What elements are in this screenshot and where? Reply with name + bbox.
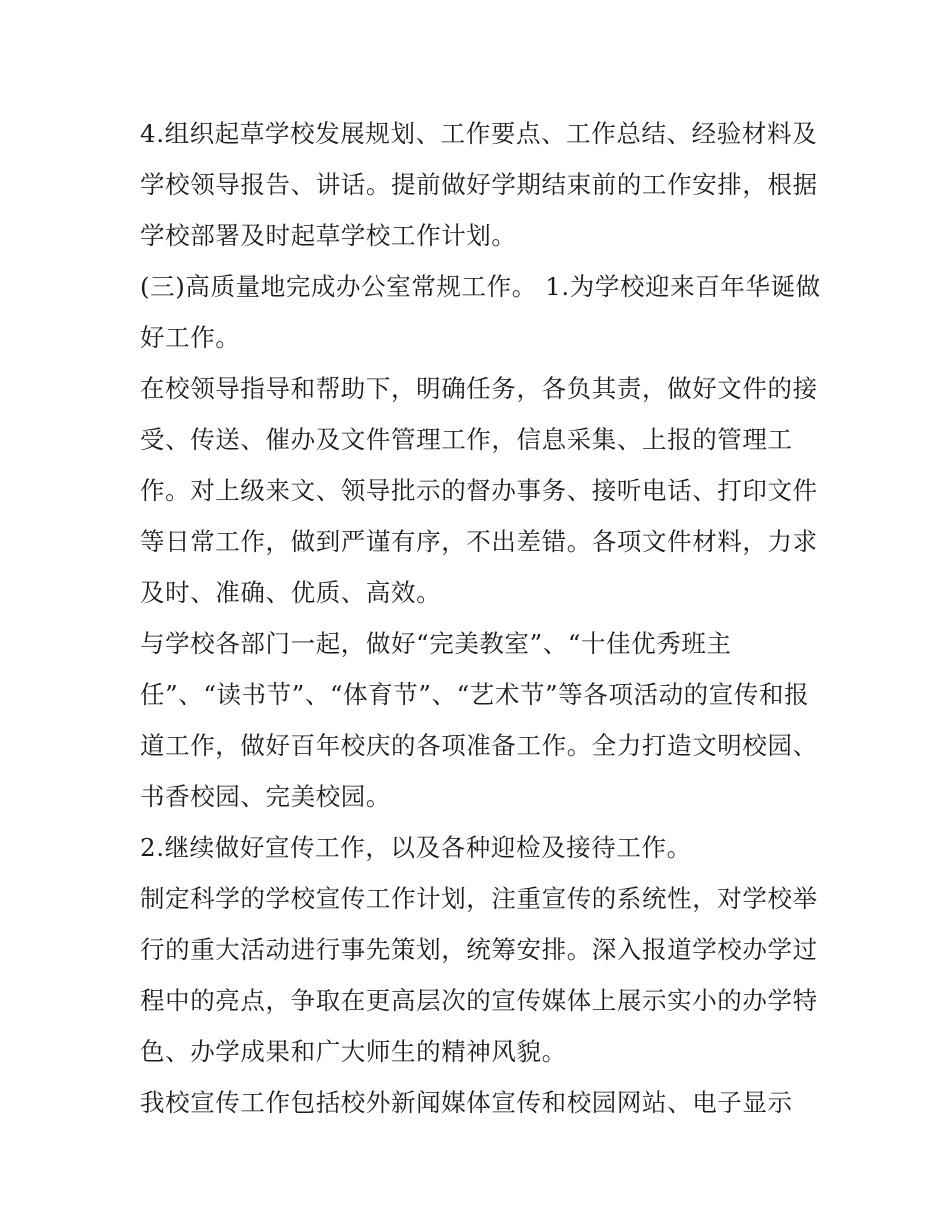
text-line: 行的重大活动进行事先策划，统筹安排。深入报道学校办学过 [140, 935, 818, 964]
text-line: 我校宣传工作包括校外新闻媒体宣传和校园网站、电子显示 [140, 1088, 793, 1117]
text-line: 好工作。 [140, 323, 241, 352]
text-line: 学校领导报告、讲话。提前做好学期结束前的工作安排，根据 [140, 170, 818, 199]
text-line: 在校领导指导和帮助下，明确任务，各负其责，做好文件的接 [140, 374, 818, 403]
text-line: 制定科学的学校宣传工作计划，注重宣传的系统性，对学校举 [140, 884, 818, 913]
text-line: 任”、“读书节”、“体育节”、“艺术节”等各项活动的宣传和报 [140, 680, 810, 709]
text-line: 及时、准确、优质、高效。 [140, 578, 442, 607]
text-line: 受、传送、催办及文件管理工作，信息采集、上报的管理工 [140, 425, 793, 454]
document-body [140, 108, 830, 1128]
text-line: 作。对上级来文、领导批示的督办事务、接听电话、打印文件 [140, 476, 818, 505]
text-line: 与学校各部门一起，做好“完美教室”、“十佳优秀班主 [140, 629, 732, 658]
text-line: 等日常工作，做到严谨有序，不出差错。各项文件材料，力求 [140, 527, 818, 556]
text-line: 学校部署及时起草学校工作计划。 [140, 221, 517, 250]
text-line: 2.继续做好宣传工作，以及各种迎检及接待工作。 [140, 833, 692, 862]
text-line: (三)高质量地完成办公室常规工作。 1.为学校迎来百年华诞做 [140, 272, 821, 301]
text-line: 程中的亮点，争取在更高层次的宣传媒体上展示实小的办学特 [140, 986, 818, 1015]
text-line: 4.组织起草学校发展规划、工作要点、工作总结、经验材料及 [140, 119, 818, 148]
text-line: 书香校园、完美校园。 [140, 782, 391, 811]
text-line: 色、办学成果和广大师生的精神风貌。 [140, 1037, 567, 1066]
text-line: 道工作，做好百年校庆的各项准备工作。全力打造文明校园、 [140, 731, 818, 760]
